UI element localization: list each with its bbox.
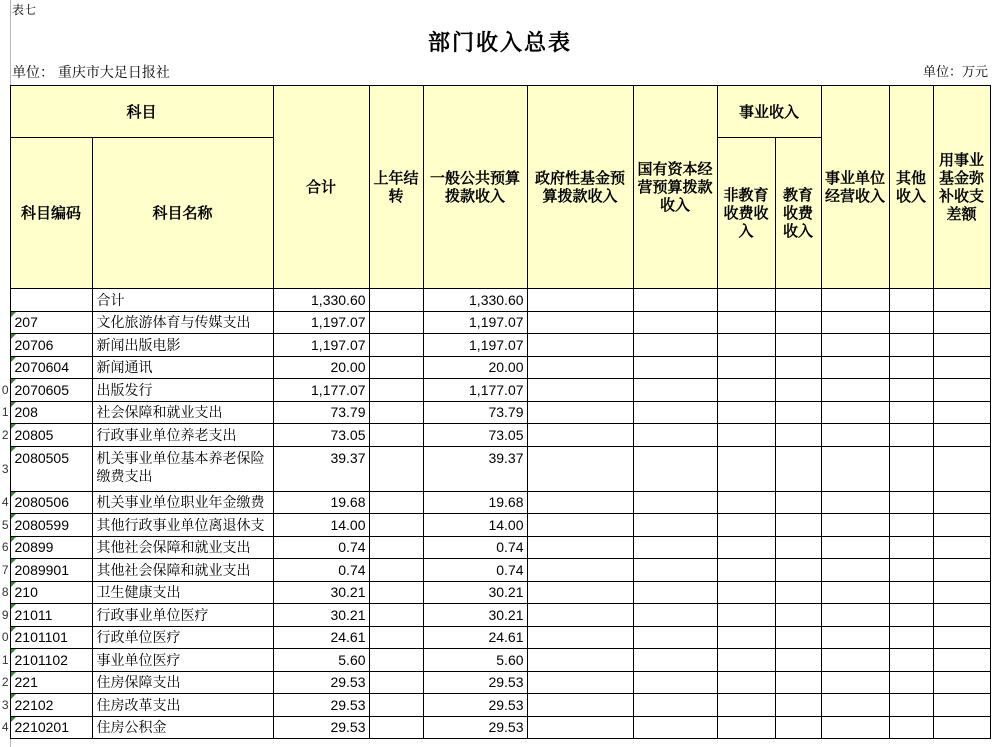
cell-state-capital[interactable] [633, 514, 717, 537]
cell-name[interactable]: 住房改革支出 [92, 694, 273, 717]
cell-state-capital[interactable] [633, 401, 717, 424]
cell-name[interactable]: 卫生健康支出 [92, 581, 273, 604]
cell-name[interactable]: 行政事业单位医疗 [92, 604, 273, 627]
cell-name[interactable]: 其他行政事业单位离退休支 [92, 514, 273, 537]
cell-carryover[interactable] [369, 559, 423, 582]
cell-fund-offset[interactable] [933, 604, 990, 627]
row-number[interactable]: 5 [1, 517, 9, 532]
cell-gov-fund[interactable] [527, 536, 633, 559]
header-business-income-group[interactable]: 事业收入 [717, 86, 821, 138]
cell-non-edu-fee[interactable] [717, 536, 775, 559]
cell-operating[interactable] [821, 514, 889, 537]
cell-state-capital[interactable] [633, 604, 717, 627]
header-state-capital[interactable]: 国有资本经营预算拨款收入 [633, 86, 717, 289]
cell-non-edu-fee[interactable] [717, 626, 775, 649]
table-row [0, 559, 990, 582]
row-number[interactable]: 1 [1, 405, 9, 420]
cell-non-edu-fee[interactable] [717, 671, 775, 694]
cell-gov-fund[interactable] [527, 424, 633, 447]
cell-carryover[interactable] [369, 446, 423, 491]
table-row [0, 514, 990, 537]
header-row-1 [0, 86, 990, 138]
cell-fund-offset[interactable] [933, 334, 990, 357]
cell-total[interactable]: 1,197.07 [273, 334, 369, 357]
cell-edu-fee[interactable] [775, 289, 821, 312]
cell-general-budget[interactable]: 30.21 [423, 581, 527, 604]
cell-state-capital[interactable] [633, 379, 717, 402]
cell-gov-fund[interactable] [527, 514, 633, 537]
cell-other[interactable] [889, 626, 933, 649]
table-body [0, 289, 990, 739]
cell-code[interactable]: 2101102 [10, 649, 92, 672]
cell-general-budget[interactable]: 1,197.07 [423, 311, 527, 334]
cell-code[interactable]: 2080506 [10, 491, 92, 514]
cell-name[interactable]: 其他社会保障和就业支出 [92, 559, 273, 582]
cell-state-capital[interactable] [633, 311, 717, 334]
cell-edu-fee[interactable] [775, 581, 821, 604]
cell-general-budget[interactable]: 14.00 [423, 514, 527, 537]
cell-operating[interactable] [821, 424, 889, 447]
cell-other[interactable] [889, 334, 933, 357]
row-number[interactable]: 1 [1, 652, 9, 667]
unit-currency[interactable]: 单位：万元 [922, 64, 988, 79]
cell-gov-fund[interactable] [527, 491, 633, 514]
cell-total[interactable]: 20.00 [273, 356, 369, 379]
cell-name[interactable]: 合计 [92, 289, 273, 312]
cell-edu-fee[interactable] [775, 626, 821, 649]
cell-edu-fee[interactable] [775, 559, 821, 582]
cell-carryover[interactable] [369, 604, 423, 627]
cell-code[interactable]: 2101101 [10, 626, 92, 649]
cell-general-budget[interactable]: 20.00 [423, 356, 527, 379]
cell-operating[interactable] [821, 311, 889, 334]
cell-code[interactable]: 2080505 [10, 446, 92, 491]
cell-general-budget[interactable]: 73.05 [423, 424, 527, 447]
header-gov-fund[interactable]: 政府性基金预算拨款收入 [527, 86, 633, 289]
cell-carryover[interactable] [369, 581, 423, 604]
cell-carryover[interactable] [369, 289, 423, 312]
cell-operating[interactable] [821, 289, 889, 312]
cell-code[interactable]: 2070605 [10, 379, 92, 402]
cell-total[interactable]: 30.21 [273, 604, 369, 627]
cell-code[interactable]: 221 [10, 671, 92, 694]
cell-operating[interactable] [821, 649, 889, 672]
table-row [0, 424, 990, 447]
cell-code[interactable] [10, 289, 92, 312]
cell-operating[interactable] [821, 694, 889, 717]
cell-state-capital[interactable] [633, 536, 717, 559]
cell-code[interactable]: 2080599 [10, 514, 92, 537]
cell-gov-fund[interactable] [527, 716, 633, 739]
cell-non-edu-fee[interactable] [717, 401, 775, 424]
cell-edu-fee[interactable] [775, 424, 821, 447]
cell-general-budget[interactable]: 1,197.07 [423, 334, 527, 357]
cell-name[interactable]: 其他社会保障和就业支出 [92, 536, 273, 559]
table-row [0, 536, 990, 559]
cell-code[interactable]: 207 [10, 311, 92, 334]
cell-gov-fund[interactable] [527, 334, 633, 357]
cell-state-capital[interactable] [633, 491, 717, 514]
table-row [0, 311, 990, 334]
cell-fund-offset[interactable] [933, 311, 990, 334]
cell-state-capital[interactable] [633, 424, 717, 447]
cell-name[interactable]: 出版发行 [92, 379, 273, 402]
cell-edu-fee[interactable] [775, 716, 821, 739]
cell-edu-fee[interactable] [775, 491, 821, 514]
row-number[interactable] [0, 311, 10, 334]
cell-general-budget[interactable]: 1,177.07 [423, 379, 527, 402]
cell-edu-fee[interactable] [775, 671, 821, 694]
cell-non-edu-fee[interactable] [717, 649, 775, 672]
table-row [0, 649, 990, 672]
cell-fund-offset[interactable] [933, 514, 990, 537]
cell-operating[interactable] [821, 581, 889, 604]
cell-code[interactable]: 210 [10, 581, 92, 604]
cell-name[interactable]: 机关事业单位基本养老保险缴费支出 [92, 446, 273, 491]
cell-fund-offset[interactable] [933, 581, 990, 604]
cell-non-edu-fee[interactable] [717, 446, 775, 491]
cell-operating[interactable] [821, 334, 889, 357]
cell-non-edu-fee[interactable] [717, 581, 775, 604]
cell-operating[interactable] [821, 536, 889, 559]
cell-total[interactable]: 73.05 [273, 424, 369, 447]
cell-fund-offset[interactable] [933, 716, 990, 739]
cell-state-capital[interactable] [633, 446, 717, 491]
cell-general-budget[interactable]: 1,330.60 [423, 289, 527, 312]
cell-operating[interactable] [821, 491, 889, 514]
cell-total[interactable]: 1,197.07 [273, 311, 369, 334]
row-number[interactable]: 3 [1, 461, 9, 476]
cell-edu-fee[interactable] [775, 401, 821, 424]
cell-other[interactable] [889, 694, 933, 717]
cell-operating[interactable] [821, 626, 889, 649]
cell-gov-fund[interactable] [527, 559, 633, 582]
cell-carryover[interactable] [369, 401, 423, 424]
table-row [0, 491, 990, 514]
row-number[interactable]: 2 [1, 427, 9, 442]
cell-operating[interactable] [821, 356, 889, 379]
row-number[interactable]: 0 [1, 630, 9, 645]
table-row [0, 401, 990, 424]
cell-name[interactable]: 行政事业单位养老支出 [92, 424, 273, 447]
cell-gov-fund[interactable] [527, 604, 633, 627]
cell-fund-offset[interactable] [933, 356, 990, 379]
header-total[interactable]: 合计 [273, 86, 369, 289]
row-number[interactable] [0, 356, 10, 379]
cell-carryover[interactable] [369, 356, 423, 379]
cell-edu-fee[interactable] [775, 311, 821, 334]
cell-fund-offset[interactable] [933, 491, 990, 514]
cell-code[interactable]: 22102 [10, 694, 92, 717]
cell-other[interactable] [889, 446, 933, 491]
cell-code[interactable]: 208 [10, 401, 92, 424]
cell-total[interactable]: 30.21 [273, 581, 369, 604]
row-number[interactable]: 6 [1, 540, 9, 555]
cell-state-capital[interactable] [633, 671, 717, 694]
cell-non-edu-fee[interactable] [717, 514, 775, 537]
header-carryover[interactable]: 上年结转 [369, 86, 423, 289]
cell-fund-offset[interactable] [933, 289, 990, 312]
cell-code[interactable]: 2070604 [10, 356, 92, 379]
cell-name[interactable]: 住房公积金 [92, 716, 273, 739]
cell-carryover[interactable] [369, 311, 423, 334]
cell-carryover[interactable] [369, 379, 423, 402]
cell-fund-offset[interactable] [933, 424, 990, 447]
cell-edu-fee[interactable] [775, 649, 821, 672]
cell-gov-fund[interactable] [527, 311, 633, 334]
cell-non-edu-fee[interactable] [717, 559, 775, 582]
cell-other[interactable] [889, 581, 933, 604]
row-number[interactable]: 4 [1, 720, 9, 735]
cell-other[interactable] [889, 379, 933, 402]
row-number[interactable]: 0 [1, 382, 9, 397]
cell-carryover[interactable] [369, 716, 423, 739]
cell-state-capital[interactable] [633, 694, 717, 717]
cell-total[interactable]: 0.74 [273, 536, 369, 559]
cell-state-capital[interactable] [633, 334, 717, 357]
row-number[interactable] [0, 86, 10, 289]
cell-fund-offset[interactable] [933, 536, 990, 559]
cell-code[interactable]: 21011 [10, 604, 92, 627]
cell-non-edu-fee[interactable] [717, 604, 775, 627]
cell-gov-fund[interactable] [527, 401, 633, 424]
header-fund-offset[interactable]: 用事业基金弥补收支差额 [933, 86, 990, 289]
cell-non-edu-fee[interactable] [717, 716, 775, 739]
cell-fund-offset[interactable] [933, 649, 990, 672]
cell-total[interactable]: 19.68 [273, 491, 369, 514]
cell-name[interactable]: 事业单位医疗 [92, 649, 273, 672]
header-operating[interactable]: 事业单位经营收入 [821, 86, 889, 289]
cell-code[interactable]: 2089901 [10, 559, 92, 582]
cell-fund-offset[interactable] [933, 671, 990, 694]
cell-total[interactable]: 29.53 [273, 671, 369, 694]
cell-operating[interactable] [821, 604, 889, 627]
cell-carryover[interactable] [369, 424, 423, 447]
row-number[interactable]: 8 [1, 585, 9, 600]
header-subject-group[interactable]: 科目 [10, 86, 273, 138]
cell-total[interactable]: 5.60 [273, 649, 369, 672]
cell-state-capital[interactable] [633, 649, 717, 672]
cell-gov-fund[interactable] [527, 671, 633, 694]
cell-state-capital[interactable] [633, 289, 717, 312]
page-title[interactable]: 部门收入总表 [427, 31, 572, 56]
cell-total[interactable]: 29.53 [273, 716, 369, 739]
cell-code[interactable]: 2210201 [10, 716, 92, 739]
table-row [0, 334, 990, 357]
cell-carryover[interactable] [369, 649, 423, 672]
cell-gov-fund[interactable] [527, 446, 633, 491]
cell-total[interactable]: 1,330.60 [273, 289, 369, 312]
cell-name[interactable]: 行政单位医疗 [92, 626, 273, 649]
cell-gov-fund[interactable] [527, 379, 633, 402]
cell-fund-offset[interactable] [933, 446, 990, 491]
table-row [0, 356, 990, 379]
table-row [0, 379, 990, 402]
cell-general-budget[interactable]: 24.61 [423, 626, 527, 649]
row-number[interactable] [0, 334, 10, 357]
row-number[interactable]: 4 [1, 495, 9, 510]
cell-name[interactable]: 机关事业单位职业年金缴费 [92, 491, 273, 514]
cell-general-budget[interactable]: 0.74 [423, 559, 527, 582]
cell-non-edu-fee[interactable] [717, 491, 775, 514]
cell-state-capital[interactable] [633, 626, 717, 649]
cell-edu-fee[interactable] [775, 356, 821, 379]
cell-total[interactable]: 14.00 [273, 514, 369, 537]
cell-non-edu-fee[interactable] [717, 289, 775, 312]
cell-state-capital[interactable] [633, 581, 717, 604]
cell-general-budget[interactable]: 39.37 [423, 446, 527, 491]
header-general-budget[interactable]: 一般公共预算拨款收入 [423, 86, 527, 289]
cell-general-budget[interactable]: 5.60 [423, 649, 527, 672]
cell-other[interactable] [889, 671, 933, 694]
table-row [0, 671, 990, 694]
cell-other[interactable] [889, 604, 933, 627]
row-number[interactable]: 9 [1, 607, 9, 622]
table-row [0, 716, 990, 739]
cell-state-capital[interactable] [633, 356, 717, 379]
header-edu-fee[interactable]: 教育收费收入 [775, 138, 821, 289]
cell-fund-offset[interactable] [933, 401, 990, 424]
cell-general-budget[interactable]: 0.74 [423, 536, 527, 559]
cell-gov-fund[interactable] [527, 649, 633, 672]
cell-general-budget[interactable]: 29.53 [423, 716, 527, 739]
cell-gov-fund[interactable] [527, 581, 633, 604]
cell-state-capital[interactable] [633, 716, 717, 739]
table-row [0, 289, 990, 312]
cell-edu-fee[interactable] [775, 334, 821, 357]
cell-operating[interactable] [821, 559, 889, 582]
cell-operating[interactable] [821, 401, 889, 424]
header-other[interactable]: 其他收入 [889, 86, 933, 289]
cell-other[interactable] [889, 716, 933, 739]
header-non-edu-fee[interactable]: 非教育收费收入 [717, 138, 775, 289]
cell-other[interactable] [889, 311, 933, 334]
cell-carryover[interactable] [369, 694, 423, 717]
cell-total[interactable]: 24.61 [273, 626, 369, 649]
cell-carryover[interactable] [369, 491, 423, 514]
cell-other[interactable] [889, 289, 933, 312]
cell-non-edu-fee[interactable] [717, 424, 775, 447]
cell-name[interactable]: 新闻通讯 [92, 356, 273, 379]
cell-gov-fund[interactable] [527, 356, 633, 379]
cell-name[interactable]: 文化旅游体育与传媒支出 [92, 311, 273, 334]
cell-edu-fee[interactable] [775, 379, 821, 402]
cell-edu-fee[interactable] [775, 536, 821, 559]
cell-total[interactable]: 29.53 [273, 694, 369, 717]
table-row [0, 581, 990, 604]
cell-edu-fee[interactable] [775, 446, 821, 491]
cell-non-edu-fee[interactable] [717, 334, 775, 357]
cell-fund-offset[interactable] [933, 694, 990, 717]
cell-fund-offset[interactable] [933, 559, 990, 582]
cell-gov-fund[interactable] [527, 694, 633, 717]
cell-other[interactable] [889, 514, 933, 537]
cell-total[interactable]: 1,177.07 [273, 379, 369, 402]
cell-other[interactable] [889, 491, 933, 514]
sheet-label[interactable]: 表七 [12, 3, 37, 17]
income-table [0, 85, 991, 739]
cell-non-edu-fee[interactable] [717, 311, 775, 334]
cell-gov-fund[interactable] [527, 289, 633, 312]
cell-operating[interactable] [821, 671, 889, 694]
cell-carryover[interactable] [369, 626, 423, 649]
cell-total[interactable]: 73.79 [273, 401, 369, 424]
cell-operating[interactable] [821, 716, 889, 739]
cell-carryover[interactable] [369, 514, 423, 537]
cell-name[interactable]: 新闻出版电影 [92, 334, 273, 357]
cell-general-budget[interactable]: 30.21 [423, 604, 527, 627]
cell-other[interactable] [889, 356, 933, 379]
cell-edu-fee[interactable] [775, 514, 821, 537]
cell-other[interactable] [889, 401, 933, 424]
table-row [0, 626, 990, 649]
cell-other[interactable] [889, 424, 933, 447]
cell-total[interactable]: 39.37 [273, 446, 369, 491]
cell-non-edu-fee[interactable] [717, 694, 775, 717]
cell-other[interactable] [889, 559, 933, 582]
cell-operating[interactable] [821, 446, 889, 491]
cell-general-budget[interactable]: 29.53 [423, 671, 527, 694]
cell-other[interactable] [889, 536, 933, 559]
table-row [0, 694, 990, 717]
cell-carryover[interactable] [369, 536, 423, 559]
cell-carryover[interactable] [369, 671, 423, 694]
cell-edu-fee[interactable] [775, 604, 821, 627]
row-number[interactable]: 3 [1, 697, 9, 712]
cell-code[interactable]: 20899 [10, 536, 92, 559]
cell-code[interactable]: 20805 [10, 424, 92, 447]
cell-code[interactable]: 20706 [10, 334, 92, 357]
cell-general-budget[interactable]: 29.53 [423, 694, 527, 717]
cell-non-edu-fee[interactable] [717, 379, 775, 402]
cell-name[interactable]: 社会保障和就业支出 [92, 401, 273, 424]
cell-operating[interactable] [821, 379, 889, 402]
cell-other[interactable] [889, 649, 933, 672]
cell-general-budget[interactable]: 73.79 [423, 401, 527, 424]
table-row [0, 446, 990, 491]
cell-state-capital[interactable] [633, 559, 717, 582]
cell-fund-offset[interactable] [933, 379, 990, 402]
unit-organization[interactable]: 单位： 重庆市大足日报社 [12, 64, 170, 80]
cell-fund-offset[interactable] [933, 626, 990, 649]
row-number[interactable] [0, 289, 10, 312]
cell-total[interactable]: 0.74 [273, 559, 369, 582]
header-code[interactable]: 科目编码 [10, 138, 92, 289]
row-number[interactable]: 7 [1, 562, 9, 577]
cell-name[interactable]: 住房保障支出 [92, 671, 273, 694]
cell-non-edu-fee[interactable] [717, 356, 775, 379]
row-number[interactable]: 2 [1, 675, 9, 690]
header-name[interactable]: 科目名称 [92, 138, 273, 289]
cell-carryover[interactable] [369, 334, 423, 357]
cell-general-budget[interactable]: 19.68 [423, 491, 527, 514]
cell-gov-fund[interactable] [527, 626, 633, 649]
cell-edu-fee[interactable] [775, 694, 821, 717]
table-row [0, 604, 990, 627]
